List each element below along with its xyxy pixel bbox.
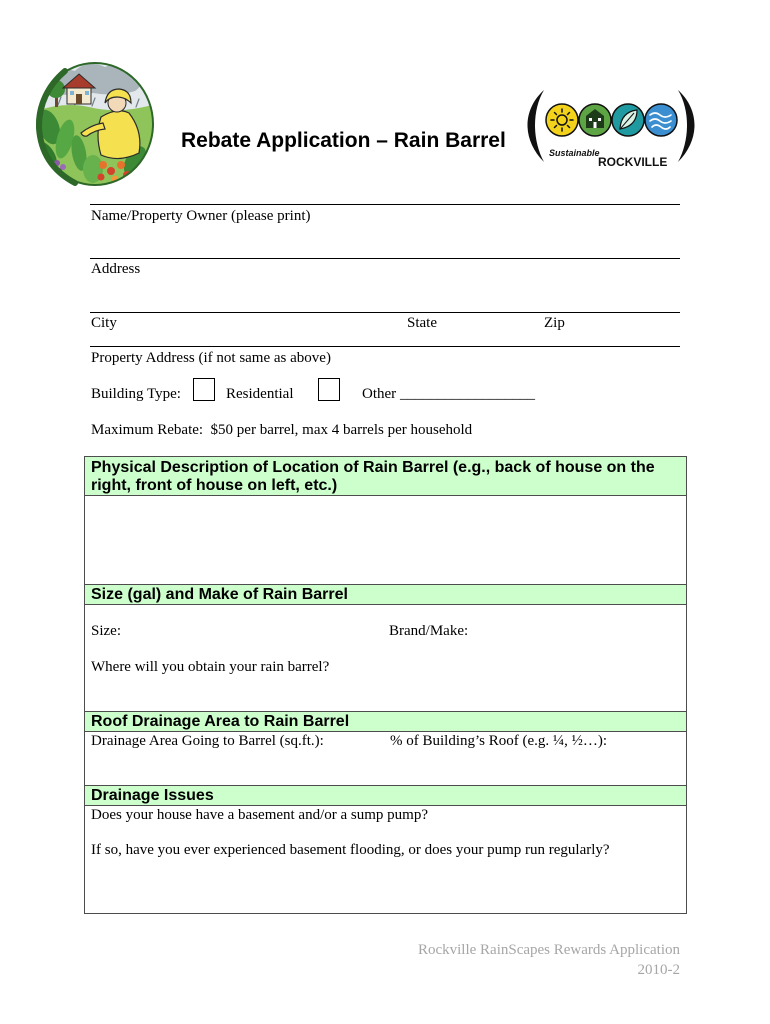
- building-type-label: Building Type:: [91, 386, 181, 402]
- other-label: Other: [362, 386, 397, 402]
- property-address-label: Property Address (if not same as above): [91, 350, 331, 366]
- roof-share-label: % of Building’s Roof (e.g. ¼, ½…):: [390, 733, 608, 749]
- flooding-question: If so, have you ever experienced basement flooding, or does your pump run regularly?: [91, 842, 610, 858]
- section-heading-location: Physical Description of Location of Rain Barrel (e.g., back of house on the right, front of house on left, etc.): [85, 457, 686, 496]
- garden-illustration-logo: [31, 57, 159, 191]
- address-field[interactable]: [90, 245, 680, 259]
- state-label: State: [407, 315, 437, 331]
- zip-label: Zip: [544, 315, 565, 331]
- owner-name-field[interactable]: [90, 191, 680, 205]
- sustainable-rockville-logo: [518, 88, 704, 170]
- maximum-rebate-note: Maximum Rebate: $50 per barrel, max 4 barrels per household: [91, 422, 473, 438]
- building-circle-icon: [579, 104, 611, 136]
- property-address-field[interactable]: [90, 333, 680, 347]
- location-description-area[interactable]: [85, 496, 686, 585]
- page-title: Rebate Application – Rain Barrel: [181, 129, 506, 152]
- logo-word-rockville: ROCKVILLE: [598, 155, 668, 169]
- drainage-issues-answer-area[interactable]: [85, 806, 686, 913]
- section-heading-drainage-issues: Drainage Issues: [85, 786, 686, 806]
- residential-checkbox[interactable]: [193, 378, 215, 401]
- brand-make-label: Brand/Make:: [389, 623, 469, 639]
- logo-scene: [31, 57, 159, 191]
- roof-drainage-answer-area[interactable]: [85, 732, 686, 786]
- owner-name-label: Name/Property Owner (please print): [91, 208, 311, 224]
- other-type-field[interactable]: __________________: [400, 386, 535, 402]
- section-heading-size-make: Size (gal) and Make of Rain Barrel: [85, 585, 686, 605]
- size-label: Size:: [91, 623, 121, 639]
- right-parenthesis: [678, 90, 695, 162]
- basement-question: Does your house have a basement and/or a sump pump?: [91, 807, 428, 823]
- drainage-area-label: Drainage Area Going to Barrel (sq.ft.):: [91, 733, 324, 749]
- address-label: Address: [91, 261, 141, 277]
- footer-form-name: Rockville RainScapes Rewards Application: [417, 942, 680, 958]
- section-heading-roof-drainage: Roof Drainage Area to Rain Barrel: [85, 712, 686, 732]
- barrel-source-question: Where will you obtain your rain barrel?: [91, 659, 330, 675]
- other-checkbox[interactable]: [318, 378, 340, 401]
- city-state-zip-field[interactable]: [90, 299, 680, 313]
- leaf-circle-icon: [612, 104, 644, 136]
- water-circle-icon: [645, 104, 677, 136]
- logo-word-sustainable: Sustainable: [549, 148, 600, 158]
- rain-barrel-details-table: [84, 456, 687, 914]
- residential-label: Residential: [226, 386, 294, 402]
- city-label: City: [91, 315, 117, 331]
- size-make-answer-area[interactable]: [85, 605, 686, 712]
- footer-form-version: 2010-2: [637, 962, 680, 978]
- sun-circle-icon: [546, 104, 578, 136]
- left-parenthesis: [528, 90, 545, 162]
